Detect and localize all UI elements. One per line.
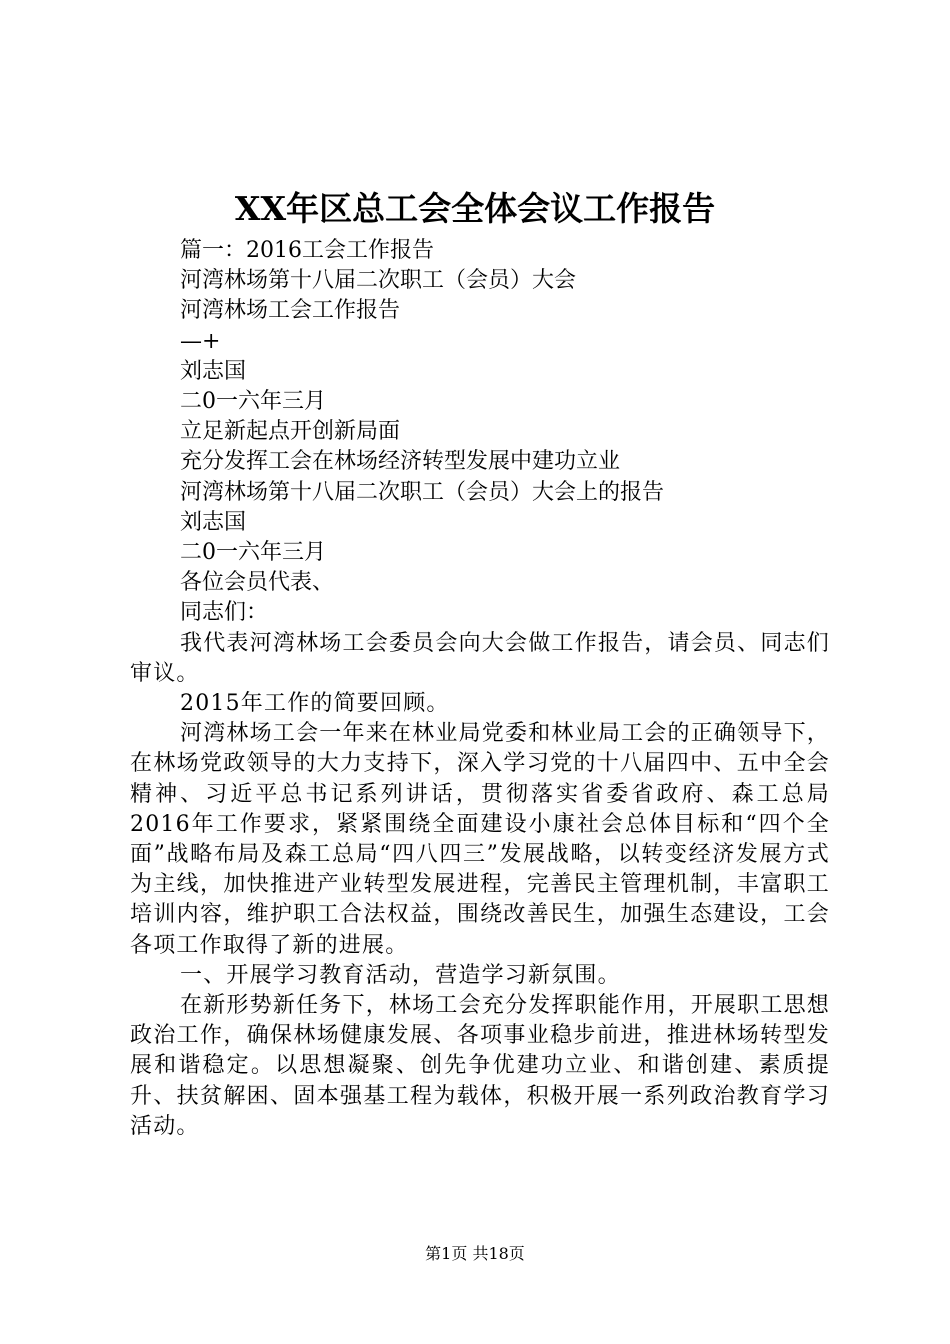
section-heading: 一、开展学习教育活动，营造学习新氛围。	[180, 962, 621, 988]
header-line: 各位会员代表、	[180, 570, 335, 596]
header-line: 刘志国	[180, 509, 247, 535]
header-line: 河湾林场第十八届二次职工（会员）大会	[180, 268, 577, 294]
body-paragraph: 在新形势新任务下，林场工会充分发挥职能作用，开展职工思想政治工作，确保林场健康发展、各项事业稳步前进，推进林场转型发展和谐稳定。以思想凝聚、创先争优建功立业、和谐创建、素质提升、扶贫解困、固本强基工程为载体，积极开展一系列政治教育学习活动。	[130, 993, 830, 1139]
body-paragraph: 2015年工作的简要回顾。	[180, 691, 450, 717]
header-line: 同志们：	[180, 600, 269, 626]
header-line: 河湾林场工会工作报告	[180, 298, 401, 324]
header-line: 河湾林场第十八届二次职工（会员）大会上的报告	[180, 479, 665, 505]
header-line: —+	[180, 328, 221, 354]
header-line: 二0一六年三月	[180, 389, 326, 415]
header-line: 刘志国	[180, 358, 247, 384]
body-paragraph: 河湾林场工会一年来在林业局党委和林业局工会的正确领导下，在林场党政领导的大力支持下，深入学习党的十八届四中、五中全会精神、习近平总书记系列讲话，贯彻落实省委省政府、森工总局2016年工作要求，紧紧围绕全面建设小康社会总体目标和“四个全面”战略布局及森工总局“四八四三”发展战略，以转变经济发展方式为主线，加快推进产业转型发展进程，完善民主管理机制，丰富职工培训内容，维护职工合法权益，围绕改善民生，加强生态建设，工会各项工作取得了新的进展。	[130, 721, 830, 958]
document-body	[130, 236, 830, 1142]
header-line: 充分发挥工会在林场经济转型发展中建功立业	[180, 449, 621, 475]
header-line: 篇一：2016工会工作报告	[180, 238, 434, 263]
body-paragraph: 我代表河湾林场工会委员会向大会做工作报告，请会员、同志们审议。	[130, 630, 830, 686]
header-line: 立足新起点开创新局面	[180, 419, 401, 445]
document-title: XX年区总工会全体会议工作报告	[234, 189, 716, 228]
header-line: 二0一六年三月	[180, 540, 326, 566]
page-footer: 第1页 共18页	[425, 1244, 525, 1263]
